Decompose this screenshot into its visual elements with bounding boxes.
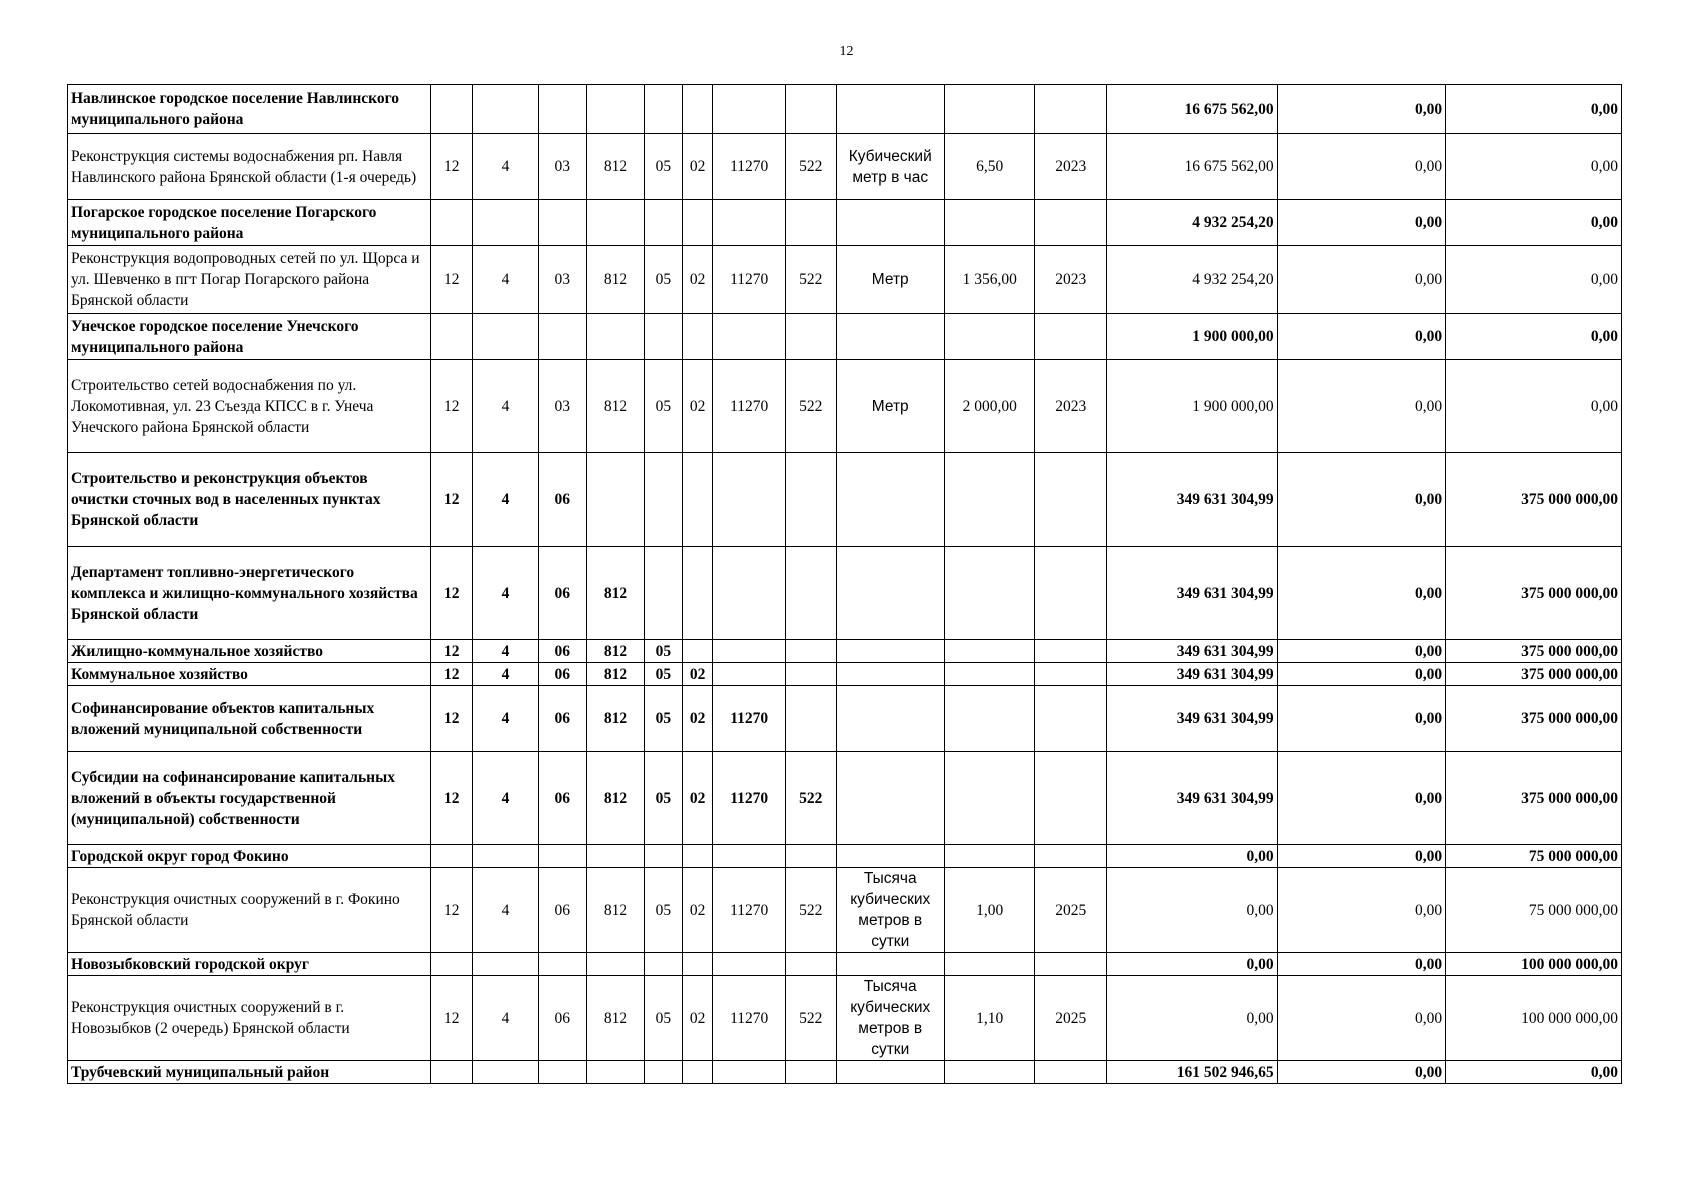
amount-year1-cell: 16 675 562,00 — [1107, 85, 1278, 134]
code-division-cell: 05 — [644, 246, 682, 314]
amount-year1-cell: 1 900 000,00 — [1107, 314, 1278, 360]
amount-year3-cell: 0,00 — [1446, 246, 1622, 314]
amount-year3-cell: 75 000 000,00 — [1446, 868, 1622, 953]
code-ministry-cell — [587, 200, 645, 246]
row-name-cell: Реконструкция водопроводных сетей по ул. Щорса и ул. Шевченко в пгт Погар Погарского района Брянской области — [68, 246, 431, 314]
row-name-cell: Строительство и реконструкция объектов очистки сточных вод в населенных пунктах Брянской области — [68, 453, 431, 547]
amount-year3-cell: 375 000 000,00 — [1446, 663, 1622, 686]
table-row — [68, 868, 1622, 953]
code-event-cell: 06 — [538, 547, 586, 640]
code-section-cell — [431, 314, 473, 360]
code-ministry-cell: 812 — [587, 640, 645, 663]
code-division-cell: 05 — [644, 640, 682, 663]
code-event-cell — [538, 1061, 586, 1084]
amount-year3-cell: 375 000 000,00 — [1446, 752, 1622, 845]
amount-year1-cell: 1 900 000,00 — [1107, 360, 1278, 453]
code-ministry-cell — [587, 953, 645, 976]
amount-year3-cell: 375 000 000,00 — [1446, 640, 1622, 663]
code-ministry-cell: 812 — [587, 752, 645, 845]
code-section-cell: 12 — [431, 246, 473, 314]
year-cell — [1035, 200, 1107, 246]
code-event-cell — [538, 200, 586, 246]
code-expense-type-cell: 522 — [785, 752, 836, 845]
capacity-cell — [944, 547, 1035, 640]
year-cell: 2025 — [1035, 868, 1107, 953]
row-name-cell: Субсидии на софинансирование капитальных вложений в объекты государственной (муниципальной) собственности — [68, 752, 431, 845]
unit-cell — [836, 752, 944, 845]
table-row — [68, 976, 1622, 1061]
code-ministry-cell: 812 — [587, 134, 645, 200]
code-division-cell — [644, 453, 682, 547]
table-row — [68, 845, 1622, 868]
amount-year1-cell: 4 932 254,20 — [1107, 246, 1278, 314]
amount-year1-cell: 349 631 304,99 — [1107, 547, 1278, 640]
code-ministry-cell: 812 — [587, 976, 645, 1061]
row-name-cell: Реконструкция очистных сооружений в г. Новозыбков (2 очередь) Брянской области — [68, 976, 431, 1061]
amount-year2-cell: 0,00 — [1277, 686, 1445, 752]
page-number: 12 — [839, 44, 854, 59]
row-name-cell: Городской округ город Фокино — [68, 845, 431, 868]
row-name-cell: Новозыбковский городской округ — [68, 953, 431, 976]
code-subdivision-cell — [682, 640, 713, 663]
unit-cell — [836, 547, 944, 640]
code-subprogram-cell: 4 — [473, 752, 538, 845]
code-event-cell: 06 — [538, 868, 586, 953]
code-division-cell — [644, 85, 682, 134]
code-section-cell: 12 — [431, 976, 473, 1061]
code-ministry-cell — [587, 314, 645, 360]
year-cell: 2023 — [1035, 246, 1107, 314]
code-subprogram-cell: 4 — [473, 686, 538, 752]
amount-year2-cell: 0,00 — [1277, 1061, 1445, 1084]
amount-year1-cell: 349 631 304,99 — [1107, 640, 1278, 663]
code-subdivision-cell — [682, 453, 713, 547]
code-division-cell: 05 — [644, 134, 682, 200]
code-ministry-cell: 812 — [587, 246, 645, 314]
code-direction-cell — [713, 547, 786, 640]
code-section-cell — [431, 85, 473, 134]
code-direction-cell: 11270 — [713, 868, 786, 953]
unit-cell: Тысяча кубических метров в сутки — [836, 976, 944, 1061]
unit-cell — [836, 686, 944, 752]
row-name-cell: Реконструкция системы водоснабжения рп. Навля Навлинского района Брянской области (1-я очередь) — [68, 134, 431, 200]
unit-cell: Кубический метр в час — [836, 134, 944, 200]
table-row — [68, 200, 1622, 246]
unit-cell — [836, 85, 944, 134]
amount-year1-cell: 0,00 — [1107, 868, 1278, 953]
amount-year1-cell: 161 502 946,65 — [1107, 1061, 1278, 1084]
code-section-cell: 12 — [431, 868, 473, 953]
code-subprogram-cell — [473, 953, 538, 976]
code-subprogram-cell: 4 — [473, 547, 538, 640]
capacity-cell: 1 356,00 — [944, 246, 1035, 314]
row-name-cell: Коммунальное хозяйство — [68, 663, 431, 686]
code-subdivision-cell: 02 — [682, 868, 713, 953]
amount-year3-cell: 100 000 000,00 — [1446, 976, 1622, 1061]
code-subdivision-cell: 02 — [682, 360, 713, 453]
code-expense-type-cell — [785, 953, 836, 976]
code-direction-cell — [713, 1061, 786, 1084]
capacity-cell — [944, 314, 1035, 360]
amount-year1-cell: 349 631 304,99 — [1107, 663, 1278, 686]
amount-year2-cell: 0,00 — [1277, 547, 1445, 640]
unit-cell — [836, 1061, 944, 1084]
table-row — [68, 360, 1622, 453]
year-cell: 2023 — [1035, 134, 1107, 200]
code-expense-type-cell: 522 — [785, 360, 836, 453]
year-cell — [1035, 752, 1107, 845]
code-ministry-cell: 812 — [587, 868, 645, 953]
code-expense-type-cell: 522 — [785, 976, 836, 1061]
amount-year3-cell: 0,00 — [1446, 134, 1622, 200]
row-name-cell: Софинансирование объектов капитальных вложений муниципальной собственности — [68, 686, 431, 752]
capacity-cell: 2 000,00 — [944, 360, 1035, 453]
code-ministry-cell: 812 — [587, 663, 645, 686]
row-name-cell: Строительство сетей водоснабжения по ул. Локомотивная, ул. 23 Съезда КПСС в г. Унеча Унечского района Брянской области — [68, 360, 431, 453]
code-section-cell: 12 — [431, 360, 473, 453]
table-row — [68, 686, 1622, 752]
code-event-cell: 06 — [538, 663, 586, 686]
amount-year2-cell: 0,00 — [1277, 134, 1445, 200]
unit-cell: Тысяча кубических метров в сутки — [836, 868, 944, 953]
code-subdivision-cell: 02 — [682, 663, 713, 686]
capacity-cell: 1,10 — [944, 976, 1035, 1061]
code-ministry-cell — [587, 1061, 645, 1084]
code-event-cell — [538, 953, 586, 976]
code-event-cell: 06 — [538, 752, 586, 845]
code-direction-cell: 11270 — [713, 360, 786, 453]
code-subdivision-cell — [682, 953, 713, 976]
code-direction-cell — [713, 85, 786, 134]
table-row — [68, 640, 1622, 663]
code-expense-type-cell — [785, 845, 836, 868]
code-subprogram-cell: 4 — [473, 453, 538, 547]
code-division-cell — [644, 845, 682, 868]
amount-year2-cell: 0,00 — [1277, 453, 1445, 547]
code-expense-type-cell — [785, 314, 836, 360]
unit-cell: Метр — [836, 360, 944, 453]
code-subdivision-cell — [682, 314, 713, 360]
amount-year2-cell: 0,00 — [1277, 976, 1445, 1061]
code-direction-cell — [713, 845, 786, 868]
code-event-cell: 06 — [538, 976, 586, 1061]
code-ministry-cell: 812 — [587, 547, 645, 640]
code-section-cell: 12 — [431, 686, 473, 752]
capacity-cell — [944, 752, 1035, 845]
amount-year3-cell: 0,00 — [1446, 1061, 1622, 1084]
code-subdivision-cell — [682, 845, 713, 868]
code-direction-cell: 11270 — [713, 752, 786, 845]
code-direction-cell — [713, 314, 786, 360]
unit-cell — [836, 640, 944, 663]
amount-year3-cell: 375 000 000,00 — [1446, 547, 1622, 640]
table-row — [68, 953, 1622, 976]
code-subdivision-cell — [682, 200, 713, 246]
code-event-cell — [538, 85, 586, 134]
amount-year2-cell: 0,00 — [1277, 360, 1445, 453]
code-expense-type-cell: 522 — [785, 868, 836, 953]
code-subprogram-cell: 4 — [473, 246, 538, 314]
row-name-cell: Жилищно-коммунальное хозяйство — [68, 640, 431, 663]
amount-year3-cell: 100 000 000,00 — [1446, 953, 1622, 976]
code-subdivision-cell — [682, 85, 713, 134]
amount-year3-cell: 0,00 — [1446, 360, 1622, 453]
code-expense-type-cell — [785, 663, 836, 686]
code-expense-type-cell — [785, 547, 836, 640]
row-name-cell: Погарское городское поселение Погарского муниципального района — [68, 200, 431, 246]
code-section-cell — [431, 1061, 473, 1084]
amount-year1-cell: 4 932 254,20 — [1107, 200, 1278, 246]
code-ministry-cell: 812 — [587, 360, 645, 453]
amount-year2-cell: 0,00 — [1277, 200, 1445, 246]
capacity-cell — [944, 640, 1035, 663]
code-subprogram-cell — [473, 200, 538, 246]
amount-year2-cell: 0,00 — [1277, 85, 1445, 134]
table-row — [68, 663, 1622, 686]
code-direction-cell — [713, 453, 786, 547]
table-row — [68, 314, 1622, 360]
capacity-cell: 6,50 — [944, 134, 1035, 200]
year-cell: 2025 — [1035, 976, 1107, 1061]
code-event-cell: 06 — [538, 686, 586, 752]
code-expense-type-cell: 522 — [785, 246, 836, 314]
code-division-cell: 05 — [644, 663, 682, 686]
amount-year2-cell: 0,00 — [1277, 752, 1445, 845]
code-direction-cell: 11270 — [713, 246, 786, 314]
code-section-cell: 12 — [431, 752, 473, 845]
code-subdivision-cell — [682, 1061, 713, 1084]
amount-year1-cell: 349 631 304,99 — [1107, 752, 1278, 845]
code-expense-type-cell — [785, 1061, 836, 1084]
unit-cell — [836, 663, 944, 686]
budget-table — [67, 84, 1622, 1084]
amount-year1-cell: 349 631 304,99 — [1107, 686, 1278, 752]
code-section-cell: 12 — [431, 134, 473, 200]
code-subprogram-cell: 4 — [473, 868, 538, 953]
table-row — [68, 1061, 1622, 1084]
amount-year2-cell: 0,00 — [1277, 845, 1445, 868]
code-direction-cell — [713, 200, 786, 246]
amount-year3-cell: 375 000 000,00 — [1446, 686, 1622, 752]
code-subprogram-cell: 4 — [473, 640, 538, 663]
code-section-cell: 12 — [431, 453, 473, 547]
code-direction-cell — [713, 663, 786, 686]
year-cell — [1035, 845, 1107, 868]
code-event-cell: 03 — [538, 360, 586, 453]
amount-year3-cell: 0,00 — [1446, 200, 1622, 246]
code-division-cell — [644, 953, 682, 976]
year-cell — [1035, 640, 1107, 663]
code-subdivision-cell: 02 — [682, 134, 713, 200]
code-event-cell — [538, 845, 586, 868]
code-subprogram-cell: 4 — [473, 976, 538, 1061]
amount-year3-cell: 375 000 000,00 — [1446, 453, 1622, 547]
code-subdivision-cell: 02 — [682, 752, 713, 845]
code-subdivision-cell: 02 — [682, 686, 713, 752]
table-body — [68, 85, 1622, 1084]
amount-year1-cell: 0,00 — [1107, 845, 1278, 868]
amount-year2-cell: 0,00 — [1277, 663, 1445, 686]
code-section-cell — [431, 200, 473, 246]
amount-year3-cell: 75 000 000,00 — [1446, 845, 1622, 868]
amount-year2-cell: 0,00 — [1277, 640, 1445, 663]
code-section-cell: 12 — [431, 547, 473, 640]
table-row — [68, 134, 1622, 200]
code-division-cell: 05 — [644, 686, 682, 752]
amount-year2-cell: 0,00 — [1277, 953, 1445, 976]
table-row — [68, 547, 1622, 640]
code-division-cell — [644, 314, 682, 360]
amount-year2-cell: 0,00 — [1277, 314, 1445, 360]
code-event-cell: 03 — [538, 134, 586, 200]
code-ministry-cell — [587, 453, 645, 547]
year-cell — [1035, 686, 1107, 752]
code-event-cell: 06 — [538, 640, 586, 663]
year-cell — [1035, 1061, 1107, 1084]
capacity-cell — [944, 845, 1035, 868]
code-expense-type-cell — [785, 453, 836, 547]
code-event-cell: 03 — [538, 246, 586, 314]
code-subprogram-cell: 4 — [473, 360, 538, 453]
year-cell — [1035, 547, 1107, 640]
table-row — [68, 752, 1622, 845]
code-division-cell: 05 — [644, 868, 682, 953]
code-subdivision-cell: 02 — [682, 976, 713, 1061]
code-event-cell: 06 — [538, 453, 586, 547]
year-cell — [1035, 663, 1107, 686]
code-section-cell: 12 — [431, 640, 473, 663]
row-name-cell: Навлинское городское поселение Навлинского муниципального района — [68, 85, 431, 134]
unit-cell — [836, 314, 944, 360]
code-division-cell — [644, 200, 682, 246]
capacity-cell: 1,00 — [944, 868, 1035, 953]
amount-year1-cell: 0,00 — [1107, 976, 1278, 1061]
code-direction-cell: 11270 — [713, 976, 786, 1061]
amount-year1-cell: 16 675 562,00 — [1107, 134, 1278, 200]
code-section-cell — [431, 845, 473, 868]
code-division-cell: 05 — [644, 360, 682, 453]
unit-cell — [836, 200, 944, 246]
table-row — [68, 453, 1622, 547]
code-division-cell: 05 — [644, 976, 682, 1061]
code-subprogram-cell — [473, 1061, 538, 1084]
amount-year1-cell: 0,00 — [1107, 953, 1278, 976]
row-name-cell: Унечское городское поселение Унечского муниципального района — [68, 314, 431, 360]
capacity-cell — [944, 953, 1035, 976]
code-subdivision-cell — [682, 547, 713, 640]
capacity-cell — [944, 663, 1035, 686]
code-direction-cell: 11270 — [713, 134, 786, 200]
capacity-cell — [944, 686, 1035, 752]
code-division-cell: 05 — [644, 752, 682, 845]
year-cell — [1035, 453, 1107, 547]
code-division-cell — [644, 547, 682, 640]
capacity-cell — [944, 1061, 1035, 1084]
year-cell — [1035, 85, 1107, 134]
code-direction-cell — [713, 640, 786, 663]
code-expense-type-cell — [785, 686, 836, 752]
code-section-cell — [431, 953, 473, 976]
code-ministry-cell — [587, 845, 645, 868]
code-ministry-cell: 812 — [587, 686, 645, 752]
year-cell — [1035, 314, 1107, 360]
table-row — [68, 246, 1622, 314]
unit-cell — [836, 845, 944, 868]
amount-year2-cell: 0,00 — [1277, 868, 1445, 953]
code-expense-type-cell: 522 — [785, 134, 836, 200]
code-subprogram-cell — [473, 845, 538, 868]
amount-year3-cell: 0,00 — [1446, 314, 1622, 360]
unit-cell — [836, 953, 944, 976]
year-cell — [1035, 953, 1107, 976]
table-row — [68, 85, 1622, 134]
year-cell: 2023 — [1035, 360, 1107, 453]
code-subprogram-cell: 4 — [473, 134, 538, 200]
code-expense-type-cell — [785, 85, 836, 134]
amount-year3-cell: 0,00 — [1446, 85, 1622, 134]
code-ministry-cell — [587, 85, 645, 134]
code-section-cell: 12 — [431, 663, 473, 686]
code-expense-type-cell — [785, 200, 836, 246]
capacity-cell — [944, 85, 1035, 134]
code-direction-cell — [713, 953, 786, 976]
amount-year2-cell: 0,00 — [1277, 246, 1445, 314]
amount-year1-cell: 349 631 304,99 — [1107, 453, 1278, 547]
code-event-cell — [538, 314, 586, 360]
capacity-cell — [944, 453, 1035, 547]
code-subprogram-cell — [473, 314, 538, 360]
code-expense-type-cell — [785, 640, 836, 663]
row-name-cell: Реконструкция очистных сооружений в г. Фокино Брянской области — [68, 868, 431, 953]
code-subprogram-cell — [473, 85, 538, 134]
capacity-cell — [944, 200, 1035, 246]
code-direction-cell: 11270 — [713, 686, 786, 752]
row-name-cell: Трубчевский муниципальный район — [68, 1061, 431, 1084]
unit-cell — [836, 453, 944, 547]
code-division-cell — [644, 1061, 682, 1084]
code-subprogram-cell: 4 — [473, 663, 538, 686]
code-subdivision-cell: 02 — [682, 246, 713, 314]
unit-cell: Метр — [836, 246, 944, 314]
row-name-cell: Департамент топливно-энергетического комплекса и жилищно-коммунального хозяйства Брянской области — [68, 547, 431, 640]
